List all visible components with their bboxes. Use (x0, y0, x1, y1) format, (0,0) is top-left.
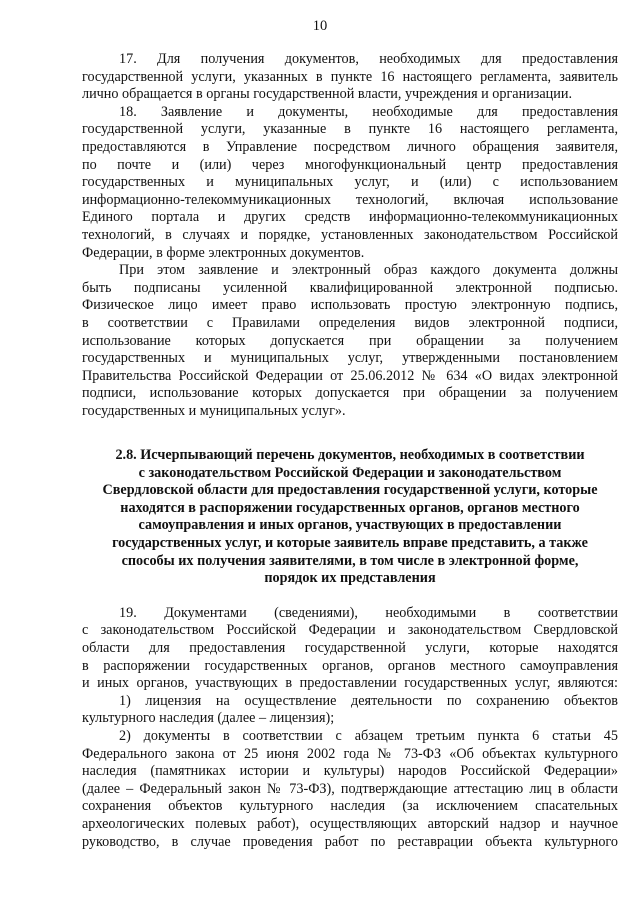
text-line: информационно-телекоммуникационных технологий, включая использование (82, 191, 618, 208)
text-line: 17. Для получения документов, необходимых для предоставления (119, 51, 618, 67)
text-line: руководство, в случае проведения работ по реставрации объекта культурного (82, 833, 618, 850)
text-line: в распоряжении государственных органов, органов местного самоуправления (82, 657, 618, 674)
heading-line: способы их получения заявителями, в том числе в электронной форме, (121, 552, 579, 569)
text-line: культурного наследия (далее – лицензия); (82, 710, 335, 727)
text-line: технологий, в случаях и порядке, установленных законодательством Российской (82, 226, 618, 243)
page-number: 10 (312, 18, 328, 34)
text-line: (далее – Федеральный закон № 73-ФЗ), подтверждающие аттестацию лиц в области (82, 780, 618, 797)
heading-line: порядок их представления (264, 570, 436, 587)
paragraph-block-17-18 (82, 51, 618, 420)
text-line: предоставляются в Управление посредством личного обращения заявителя, (82, 138, 618, 155)
text-line: 18. Заявление и документы, необходимые для предоставления (119, 103, 618, 120)
heading-line: с законодательством Российской Федерации и законодательством (138, 464, 562, 481)
text-line: подписи, использование которых допускается при обращении за получением (82, 385, 618, 402)
text-line: Физическое лицо имеет право использовать простую электронную подпись, (82, 297, 618, 314)
text-line: наследия (памятниках истории и культуры) народов Российской Федерации» (82, 763, 618, 780)
text-line: Правительства Российской Федерации от 25.06.2012 № 634 «О видах электронной (82, 367, 618, 384)
heading-line: 2.8. Исчерпывающий перечень документов, необходимых в соответствии (115, 447, 585, 464)
spacer (82, 438, 618, 447)
text-line: и иных органов, участвующих в предоставлении государственных услуг, являются: (82, 675, 618, 692)
text-line: в соответствии с Правилами определения видов электронной подписи, (82, 314, 618, 331)
text-line: 19. Документами (сведениями), необходимыми в соответствии (119, 604, 618, 621)
text-line: археологических полевых работ), осуществляющих авторский надзор и научное (82, 815, 618, 832)
text-line: государственных и муниципальных услуг, утвержденными постановлением (82, 350, 618, 367)
spacer (82, 588, 618, 605)
text-line: государственных и муниципальных услуг». (82, 402, 346, 419)
heading-line: государственных услуг, и которые заявитель вправе представить, а также (112, 535, 588, 552)
text-line: При этом заявление и электронный образ каждого документа должны (119, 262, 618, 279)
section-heading (82, 447, 618, 588)
text-line: с законодательством Российской Федерации и законодательством Свердловской (82, 622, 618, 639)
text-line: области для предоставления государственной услуги, которые находятся (82, 640, 618, 656)
text-line: по почте и (или) через многофункциональный центр предоставления (82, 156, 618, 173)
text-line: быть подписаны усиленной квалифицированной электронной подписью. (82, 279, 618, 296)
heading-line: Свердловской области для предоставления государственной услуги, которые (102, 482, 598, 499)
text-line: сохранения объектов культурного наследия (за исключением спасательных (82, 798, 618, 815)
text-line: Федерального закона от 25 июня 2002 года № 73-ФЗ «Об объектах культурного (82, 745, 618, 762)
text-line: Федерации, в форме электронных документов. (82, 244, 365, 261)
text-line: государственной услуги, указанные в пункте 16 настоящего регламента, (82, 121, 618, 138)
document-body (82, 51, 618, 851)
heading-line: находятся в распоряжении государственных органов, органов местного (120, 499, 580, 516)
paragraph-block-19 (82, 605, 618, 851)
text-line: государственной услуги, указанных в пункте 16 настоящего регламента, заявитель (82, 68, 618, 85)
spacer (82, 420, 618, 438)
heading-line: самоуправления и иных органов, участвующих в предоставлении (138, 517, 562, 534)
text-line: государственных и муниципальных услуг, и (или) с использованием (82, 174, 618, 191)
text-line: Единого портала и других средств информационно-телекоммуникационных (82, 209, 618, 226)
text-line: 2) документы в соответствии с абзацем третьим пункта 6 статьи 45 (119, 727, 618, 744)
text-line: лично обращается в органы государственной власти, учреждения и организации. (82, 86, 573, 103)
text-line: использование которых допускается при обращении за получением (82, 332, 618, 349)
text-line: 1) лицензия на осуществление деятельности по сохранению объектов (119, 692, 618, 709)
